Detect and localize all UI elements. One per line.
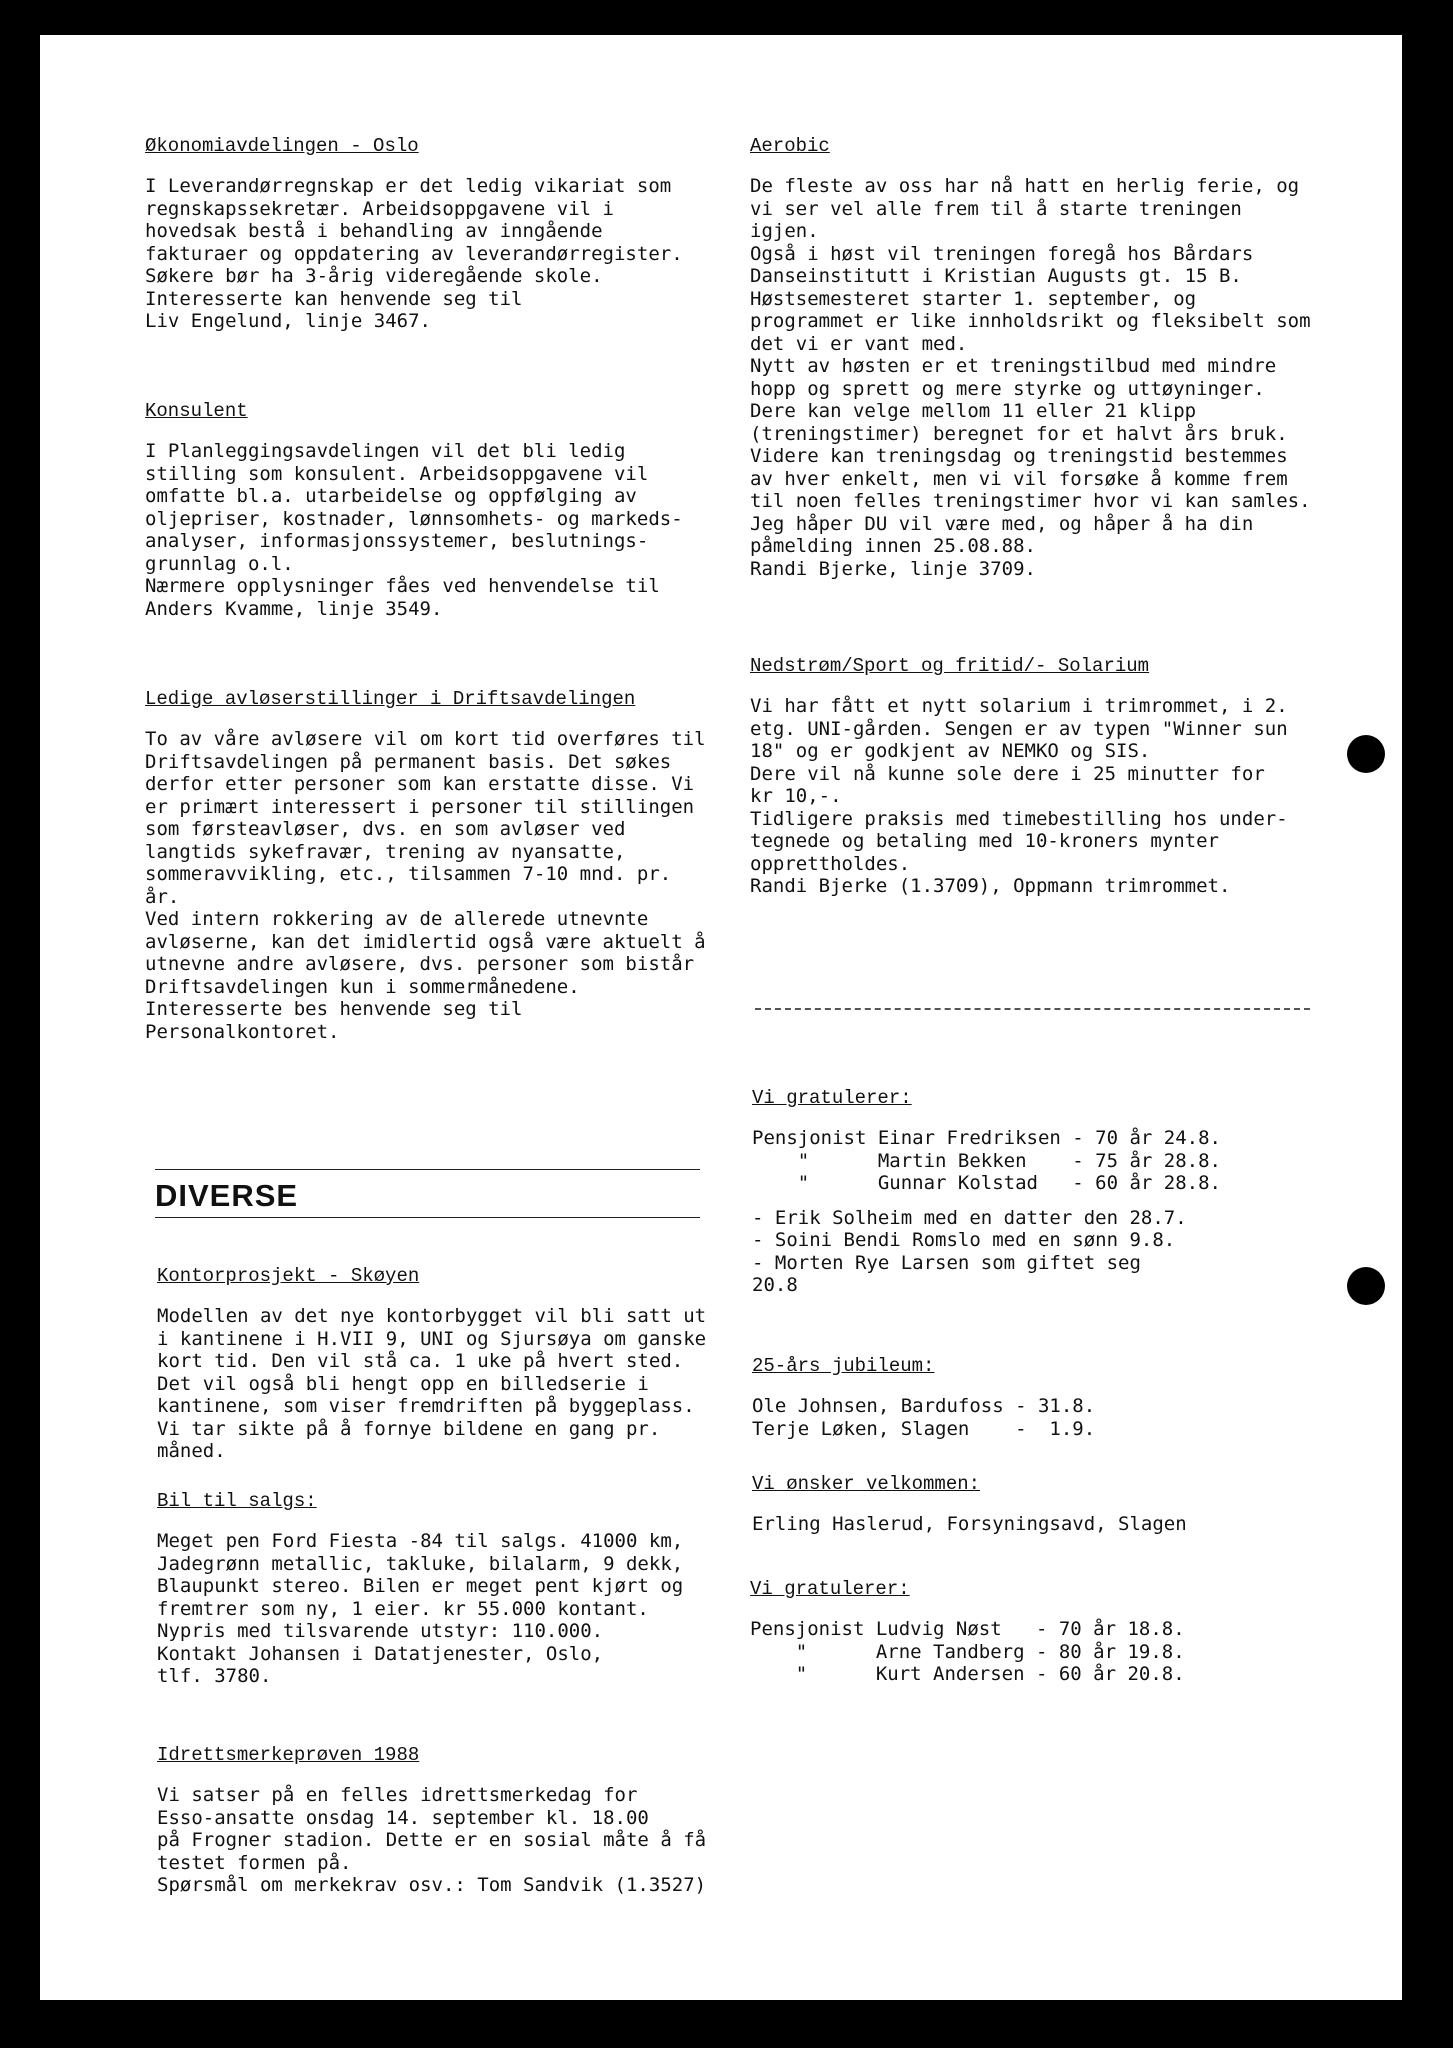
- text-konsulent: I Planleggingsavdelingen vil det bli ledig stilling som konsulent. Arbeidsoppgavene vil omfatte bl.a. utarbeidelse og oppfølging av oljepriser, kostnader, lønnsomhets- og markeds- analyser, informasjonssystemer, beslutnings- grunnlag o.l. Nærmere opplysninger fåes ved henvendelse til Anders Kvamme, linje 3549.: [145, 440, 683, 620]
- text-idrett: Vi satser på en felles idrettsmerkedag for Esso-ansatte onsdag 14. september kl. 18.00 på Frogner stadion. Dette er en sosial måte å få testet formen på. Spørsmål om merkekrav osv.: Tom Sandvik (1.3527): [157, 1784, 707, 1896]
- heading-gratulerer-2: Vi gratulerer:: [750, 1578, 910, 1600]
- text-okonomi: I Leverandørregnskap er det ledig vikariat som regnskapssekretær. Arbeidsoppgavene vil i hovedsak bestå i behandling av inngående fakturaer og oppdatering av leverandørregister. Søkere bør ha 3-årig videregående skole. Interesserte kan henvende seg til Liv Engelund, linje 3467.: [145, 175, 683, 332]
- text-kontor: Modellen av det nye kontorbygget vil bli satt ut i kantinene i H.VII 9, UNI og Sjursøya om ganske kort tid. Den vil stå ca. 1 uke på hvert sted. Det vil også bli hengt opp en billedserie i kantinene, som viser fremdriften på byggeplass. Vi tar sikte på å fornye bildene en gang pr. måned.: [157, 1305, 707, 1462]
- section-kontor: [157, 1265, 706, 1463]
- divider-bottom: [155, 1217, 700, 1218]
- punch-hole-lower: [1347, 1267, 1385, 1305]
- text-jubileum: Ole Johnsen, Bardufoss - 31.8. Terje Løken, Slagen - 1.9.: [752, 1395, 1096, 1440]
- heading-velkommen: Vi ønsker velkommen:: [752, 1473, 981, 1495]
- heading-okonomi: Økonomiavdelingen - Oslo: [145, 135, 419, 157]
- dashed-separator: [755, 1008, 1310, 1010]
- document-page: [40, 35, 1402, 2000]
- text-gratulerer-2: Pensjonist Ludvig Nøst - 70 år 18.8. " Arne Tandberg - 80 år 19.8. " Kurt Andersen - 60 år 20.8.: [750, 1618, 1185, 1685]
- heading-bil: Bil til salgs:: [157, 1490, 317, 1512]
- heading-kontor: Kontorprosjekt - Skøyen: [157, 1265, 420, 1287]
- text-gratulerer-1-family: - Erik Solheim med en datter den 28.7. - Soini Bendi Romslo med en sønn 9.8. - Morten Rye Larsen som giftet seg 20.8: [752, 1206, 1187, 1296]
- text-avloser: To av våre avløsere vil om kort tid overføres til Driftsavdelingen på permanent basis. Det søkes derfor etter personer som kan erstatte disse. Vi er primært interessert i personer til stillingen som førsteavløser, dvs. en som avløser ved langtids sykefravær, trening av nyansatte, sommeravvikling, etc., tilsammen 7-10 mnd. pr. år. Ved intern rokkering av de allerede utnevnte avløserne, kan det imidlertid også være aktuelt å utnevne andre avløsere, dvs. personer som bistår Driftsavdelingen kun i sommermånedene. Interesserte bes henvende seg til Personalkontoret.: [145, 728, 706, 1043]
- heading-aerobic: Aerobic: [750, 135, 830, 157]
- section-gratulerer-1: [752, 1087, 1221, 1297]
- section-solarium: [750, 655, 1288, 898]
- diverse-title: DIVERSE: [155, 1178, 299, 1213]
- text-aerobic: De fleste av oss har nå hatt en herlig ferie, og vi ser vel alle frem til å starte treningen igjen. Også i høst vil treningen foregå hos Bårdars Danseinstitutt i Kristian Augusts gt. 15 B. Høstsemesteret starter 1. september, og programmet er like innholdsrikt og fleksibelt som det vi er vant med. Nytt av høsten er et treningstilbud med mindre hopp og sprett og mere styrke og uttøyninger. Dere kan velge mellom 11 eller 21 klipp (treningstimer) beregnet for et halvt års bruk. Videre kan treningsdag og treningstid bestemmes av hver enkelt, men vi vil forsøke å komme frem til noen felles treningstimer hvor vi kan samles. Jeg håper DU vil være med, og håper å ha din påmelding innen 25.08.88. Randi Bjerke, linje 3709.: [750, 175, 1311, 580]
- section-gratulerer-2: [750, 1578, 1185, 1686]
- punch-hole-upper: [1347, 735, 1385, 773]
- section-konsulent: [145, 400, 683, 620]
- text-gratulerer-1: Pensjonist Einar Fredriksen - 70 år 24.8. " Martin Bekken - 75 år 28.8. " Gunnar Kolstad - 60 år 28.8.: [752, 1127, 1221, 1194]
- text-bil: Meget pen Ford Fiesta -84 til salgs. 41000 km, Jadegrønn metallic, takluke, bilalarm, 9 dekk, Blaupunkt stereo. Bilen er meget pent kjørt og fremtrer som ny, 1 eier. kr 55.000 kontant. Nypris med tilsvarende utstyr: 110.000. Kontakt Johansen i Datatjenester, Oslo, tlf. 3780.: [157, 1530, 684, 1687]
- section-idrett: [157, 1744, 706, 1897]
- section-avloser: [145, 688, 706, 1043]
- heading-jubileum: 25-års jubileum:: [752, 1355, 935, 1377]
- divider-top: [155, 1169, 700, 1170]
- text-solarium: Vi har fått et nytt solarium i trimrommet, i 2. etg. UNI-gården. Sengen er av typen "Winner sun 18" og er godkjent av NEMKO og SIS. Dere vil nå kunne sole dere i 25 minutter for kr 10,-. Tidligere praksis med timebestilling hos under- tegnede og betaling med 10-kroners mynter opprettholdes. Randi Bjerke (1.3709), Oppmann trimrommet.: [750, 695, 1288, 897]
- section-velkommen: [752, 1473, 1187, 1536]
- heading-idrett: Idrettsmerkeprøven 1988: [157, 1744, 420, 1766]
- section-okonomi: [145, 135, 683, 333]
- section-aerobic: [750, 135, 1311, 580]
- heading-gratulerer-1: Vi gratulerer:: [752, 1087, 912, 1109]
- heading-avloser: Ledige avløserstillinger i Driftsavdelingen: [145, 688, 636, 710]
- section-bil: [157, 1490, 683, 1688]
- section-jubileum: [752, 1355, 1095, 1440]
- heading-solarium: Nedstrøm/Sport og fritid/- Solarium: [750, 655, 1150, 677]
- heading-konsulent: Konsulent: [145, 400, 248, 422]
- text-velkommen: Erling Haslerud, Forsyningsavd, Slagen: [752, 1513, 1187, 1535]
